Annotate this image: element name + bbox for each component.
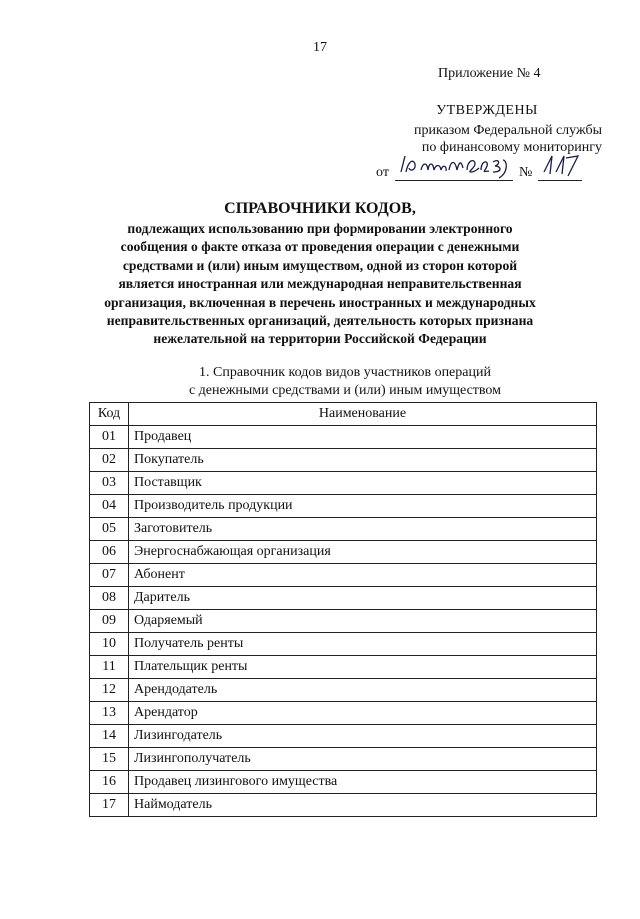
approval-block [372,102,602,181]
table-heading-line: с денежными средствами и (или) иным имуществом [188,383,502,398]
code-cell: 09 [90,610,129,633]
table-row [90,426,597,449]
table-row [90,771,597,794]
header-code: Код [90,403,129,426]
approval-date-line [372,160,602,181]
subtitle-line: неправительственных организаций, деятельность которых признана [106,313,534,329]
code-cell: 13 [90,702,129,725]
date-field [395,160,513,181]
name-cell: Получатель ренты [129,633,597,656]
name-cell: Покупатель [129,449,597,472]
name-cell: Арендатор [129,702,597,725]
code-cell: 06 [90,541,129,564]
header-name: Наименование [129,403,597,426]
name-cell: Абонент [129,564,597,587]
appendix-label: Приложение № 4 [438,66,541,81]
codes-table [89,402,597,817]
table-heading-line: 1. Справочник кодов видов участников операций [199,365,491,380]
approval-line-1: приказом Федеральной службы [414,123,602,138]
code-cell: 14 [90,725,129,748]
subtitle-line: сообщения о факте отказа от проведения операции с денежными [120,239,520,255]
name-cell: Одаряемый [129,610,597,633]
code-cell: 16 [90,771,129,794]
table-header-row [90,403,597,426]
table-row [90,748,597,771]
subtitle-line: подлежащих использованию при формировании электронного [127,221,513,236]
code-cell: 17 [90,794,129,817]
code-cell: 01 [90,426,129,449]
table-row [90,656,597,679]
name-cell: Лизингополучатель [129,748,597,771]
name-cell: Производитель продукции [129,495,597,518]
handwritten-date [395,150,513,180]
subtitle-line: организация, включенная в перечень иностранных и международных [104,294,536,310]
table-row [90,541,597,564]
code-cell: 02 [90,449,129,472]
code-cell: 11 [90,656,129,679]
name-cell: Даритель [129,587,597,610]
table-heading [0,364,640,400]
name-cell: Заготовитель [129,518,597,541]
number-sign: № [518,165,533,180]
name-cell: Продавец [129,426,597,449]
document-title: СПРАВОЧНИКИ КОДОВ, [224,200,416,217]
table-row [90,472,597,495]
code-cell: 15 [90,748,129,771]
table-row [90,610,597,633]
code-cell: 07 [90,564,129,587]
from-label: от [376,165,389,180]
table-row [90,587,597,610]
approved-label: УТВЕРЖДЕНЫ [436,103,538,118]
page-number: 17 [313,40,327,55]
name-cell: Наймодатель [129,794,597,817]
table-row [90,495,597,518]
approval-line-2: по финансовому мониторингу [421,140,602,155]
table-row [90,518,597,541]
table-row [90,702,597,725]
subtitle-line: средствами и (или) иным имуществом, одной из сторон которой [122,257,518,273]
code-cell: 05 [90,518,129,541]
name-cell: Продавец лизингового имущества [129,771,597,794]
handwritten-number [538,150,582,180]
table-row [90,725,597,748]
name-cell: Лизингодатель [129,725,597,748]
subtitle-line: является иностранная или международная неправительственная [118,276,522,292]
table-row [90,449,597,472]
code-cell: 04 [90,495,129,518]
code-cell: 03 [90,472,129,495]
name-cell: Энергоснабжающая организация [129,541,597,564]
document-subtitle [100,220,540,349]
name-cell: Плательщик ренты [129,656,597,679]
table-row [90,679,597,702]
code-cell: 12 [90,679,129,702]
subtitle-line: нежелательной на территории Российской Федерации [153,331,487,347]
table-row [90,633,597,656]
code-cell: 10 [90,633,129,656]
code-cell: 08 [90,587,129,610]
name-cell: Поставщик [129,472,597,495]
table-row [90,794,597,817]
table-row [90,564,597,587]
number-field [538,160,582,181]
name-cell: Арендодатель [129,679,597,702]
